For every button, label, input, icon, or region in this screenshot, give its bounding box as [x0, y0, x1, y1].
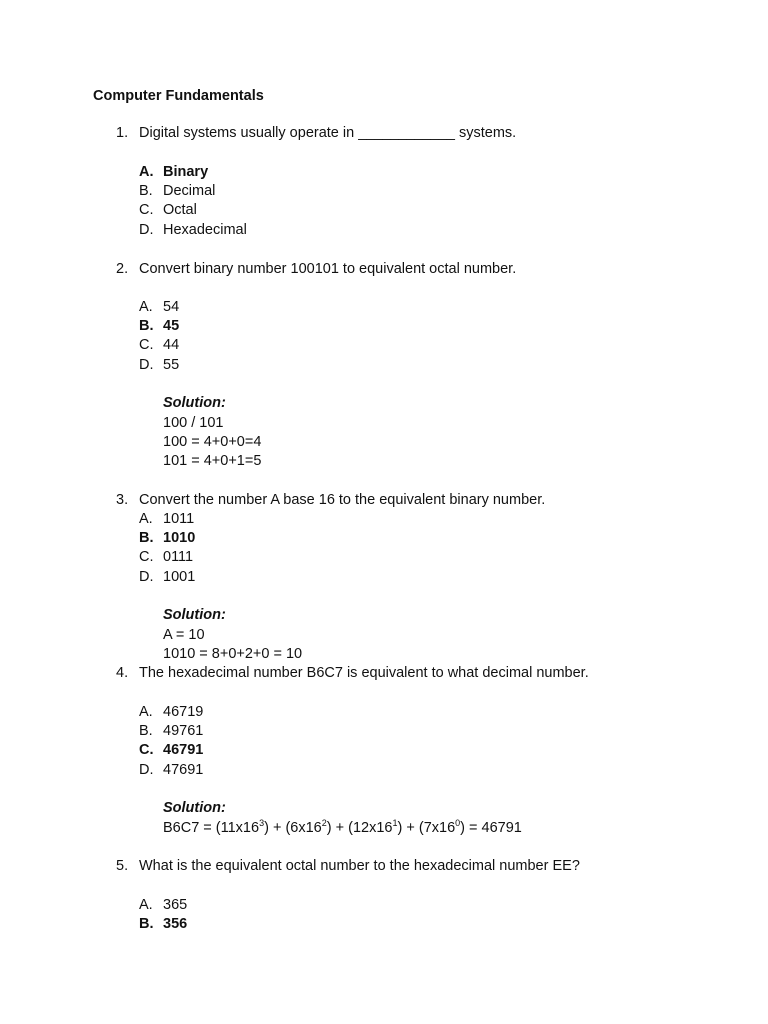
- option: [139, 703, 203, 722]
- option-correct: [139, 317, 179, 336]
- option: [139, 896, 187, 915]
- question-number: 5.: [116, 858, 129, 874]
- solution-line: 101 = 4+0+1=5: [163, 453, 262, 469]
- option: [139, 568, 195, 587]
- option: [139, 221, 247, 240]
- option-letter: B.: [139, 318, 154, 334]
- option-text: 45: [163, 318, 180, 334]
- option-text: 365: [163, 897, 188, 913]
- question-text: The hexadecimal number B6C7 is equivalent to what decimal number.: [139, 665, 589, 681]
- option-letter: C.: [139, 549, 154, 565]
- option-text: 46791: [163, 742, 204, 758]
- solution-line: 100 = 4+0+0=4: [163, 434, 262, 450]
- option: [139, 336, 179, 355]
- solution-label: Solution:: [163, 800, 226, 816]
- option: [139, 761, 203, 780]
- option-letter: B.: [139, 183, 153, 199]
- option-text: Octal: [163, 202, 197, 218]
- option-letter: D.: [139, 569, 154, 585]
- option: [139, 182, 215, 201]
- solution-line: 100 / 101: [163, 415, 224, 431]
- option-letter: A.: [139, 164, 154, 180]
- option: [139, 722, 203, 741]
- option-text: Binary: [163, 164, 209, 180]
- question-number: 1.: [116, 125, 129, 141]
- option-text: 0111: [163, 549, 194, 565]
- solution-line: 1010 = 8+0+2+0 = 10: [163, 646, 303, 662]
- option-text: 1011: [163, 511, 195, 527]
- option-correct: [139, 163, 208, 182]
- question-text: What is the equivalent octal number to the hexadecimal number EE?: [139, 858, 580, 874]
- option: [139, 356, 179, 375]
- solution-formula: $B6C7 = (11x16^3) + (6x16^2) + (12x16^1) + (7x16^0) = 46791$: [163, 818, 522, 836]
- option-text: 46719: [163, 704, 204, 720]
- option: [139, 548, 193, 567]
- option: [139, 298, 179, 317]
- solution-label: Solution:: [163, 395, 226, 411]
- option-letter: C.: [139, 742, 154, 758]
- solution-label: Solution:: [163, 607, 226, 623]
- option-text: Hexadecimal: [163, 222, 247, 238]
- option-text: 44: [163, 337, 180, 353]
- option-text: 54: [163, 299, 180, 315]
- option-letter: A.: [139, 704, 153, 720]
- option-text: 356: [163, 916, 188, 932]
- option: [139, 510, 194, 529]
- option-correct: [139, 915, 187, 934]
- option-letter: D.: [139, 357, 154, 373]
- option-text: 49761: [163, 723, 204, 739]
- option-correct: [139, 529, 195, 548]
- question-number: 4.: [116, 665, 129, 681]
- option-letter: B.: [139, 530, 154, 546]
- option-letter: B.: [139, 723, 153, 739]
- option-letter: D.: [139, 762, 154, 778]
- option-letter: C.: [139, 202, 154, 218]
- question-number: 2.: [116, 261, 129, 277]
- solution-line: A = 10: [163, 627, 205, 643]
- option-letter: C.: [139, 337, 154, 353]
- question-text: Convert the number A base 16 to the equivalent binary number.: [139, 492, 546, 508]
- option-letter: D.: [139, 222, 154, 238]
- option-text: 1001: [163, 569, 196, 585]
- page-title: Computer Fundamentals: [93, 88, 264, 104]
- question-text: Convert binary number 100101 to equivalent octal number.: [139, 261, 517, 277]
- option-text: 55: [163, 357, 180, 373]
- option-text: Decimal: [163, 183, 216, 199]
- option-letter: A.: [139, 897, 153, 913]
- option-letter: A.: [139, 299, 153, 315]
- option-text: 47691: [163, 762, 204, 778]
- option-letter: B.: [139, 916, 154, 932]
- option: [139, 201, 197, 220]
- option-correct: [139, 741, 203, 760]
- question-number: 3.: [116, 492, 129, 508]
- option-letter: A.: [139, 511, 153, 527]
- question-text: Digital systems usually operate in ____________ systems.: [139, 125, 517, 141]
- option-text: 1010: [163, 530, 196, 546]
